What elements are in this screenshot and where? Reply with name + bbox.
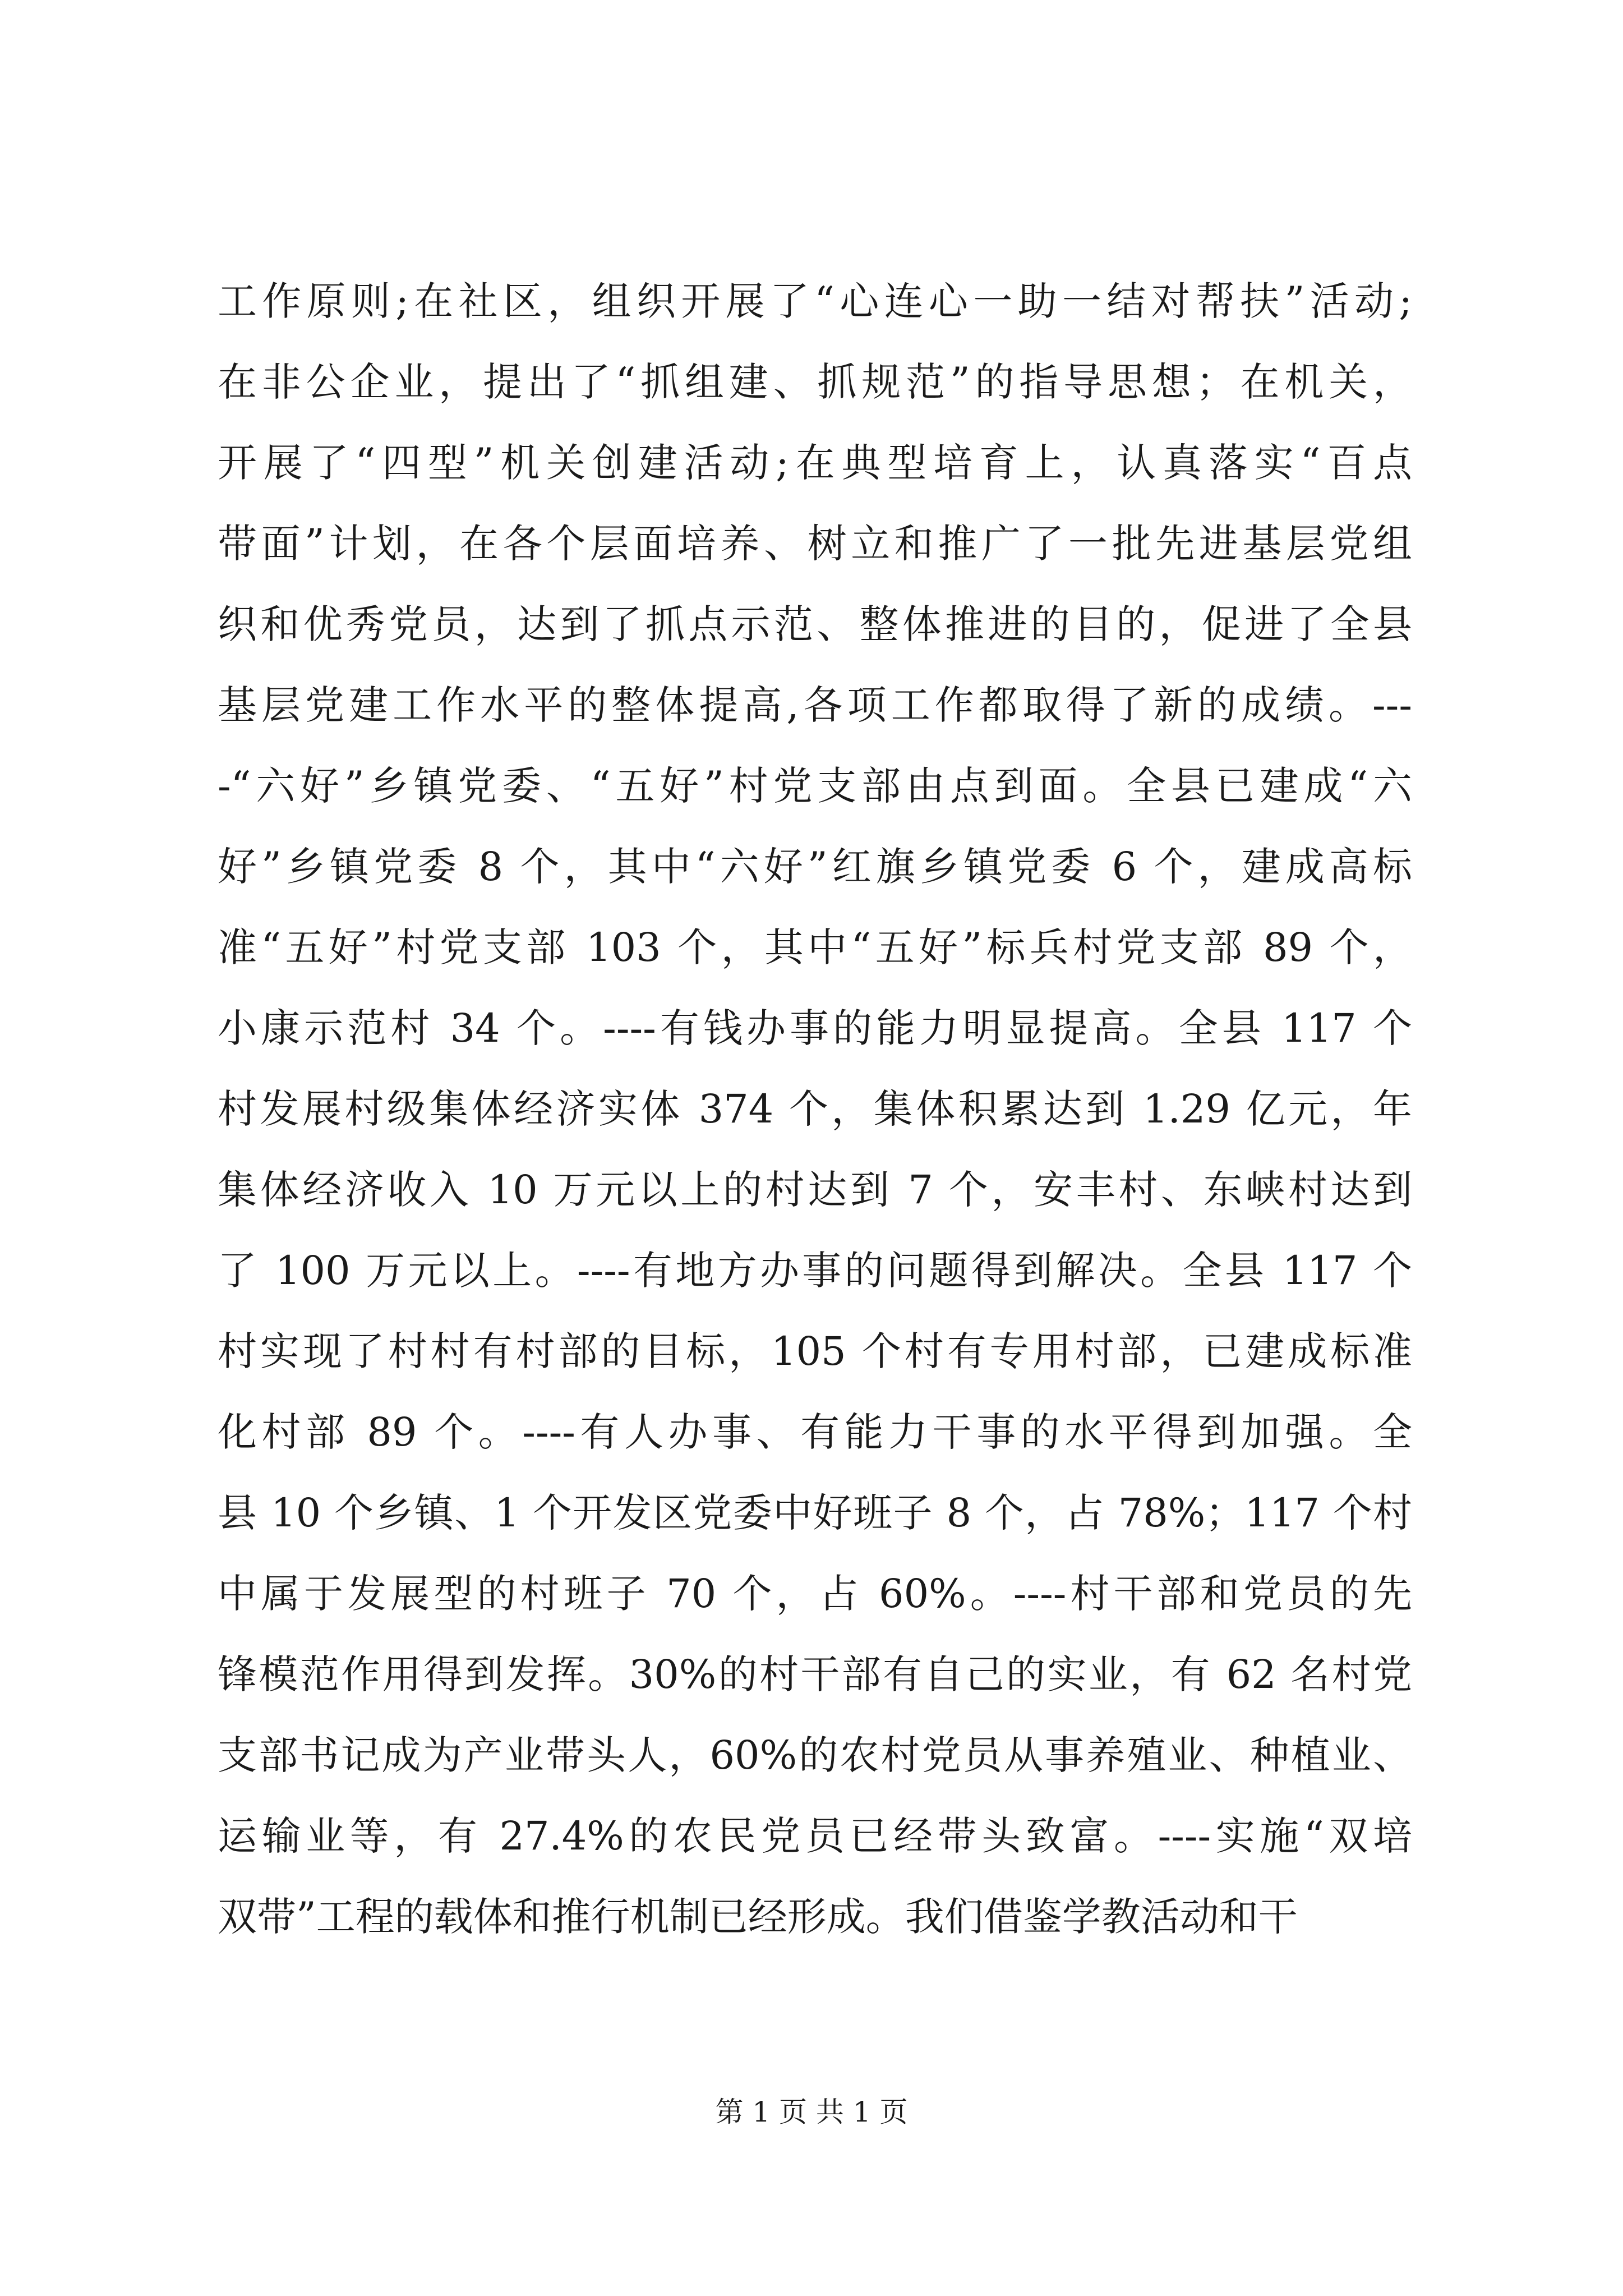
text-line: 小康示范村 34 个。----有钱办事的能力明显提高。全县 117 个	[218, 1005, 1412, 1051]
text-line: -“六好”乡镇党委、“五好”村党支部由点到面。全县已建成“六	[218, 763, 1412, 809]
text-line: 基层党建工作水平的整体提高,各项工作都取得了新的成绩。---	[218, 682, 1412, 728]
text-line: 村发展村级集体经济实体 374 个，集体积累达到 1.29 亿元，年	[218, 1086, 1412, 1132]
text-line: 工作原则;在社区，组织开展了“心连心一助一结对帮扶”活动;	[218, 278, 1412, 324]
text-line: 村实现了村村有村部的目标，105 个村有专用村部，已建成标准	[218, 1328, 1412, 1374]
text-line: 集体经济收入 10 万元以上的村达到 7 个，安丰村、东峡村达到	[218, 1167, 1412, 1213]
text-line: 化村部 89 个。----有人办事、有能力干事的水平得到加强。全	[218, 1409, 1412, 1455]
text-line: 织和优秀党员，达到了抓点示范、整体推进的目的，促进了全县	[218, 601, 1412, 647]
body-text	[218, 261, 1412, 1957]
text-line: 运输业等，有 27.4%的农民党员已经带头致富。----实施“双培	[218, 1813, 1412, 1859]
text-line: 在非公企业，提出了“抓组建、抓规范”的指导思想；在机关，	[218, 359, 1412, 405]
text-line: 中属于发展型的村班子 70 个，占 60%。----村干部和党员的先	[218, 1571, 1412, 1617]
text-line: 好”乡镇党委 8 个，其中“六好”红旗乡镇党委 6 个，建成高标	[218, 844, 1412, 890]
text-line: 开展了“四型”机关创建活动;在典型培育上，认真落实“百点	[218, 440, 1412, 486]
text-line: 锋模范作用得到发挥。30%的村干部有自己的实业，有 62 名村党	[218, 1651, 1412, 1697]
text-line: 支部书记成为产业带头人，60%的农村党员从事养殖业、种植业、	[218, 1732, 1412, 1778]
text-line: 双带”工程的载体和推行机制已经形成。我们借鉴学教活动和干	[218, 1894, 1298, 1940]
text-line: 县 10 个乡镇、1 个开发区党委中好班子 8 个，占 78%；117 个村	[218, 1490, 1412, 1536]
page-footer: 第 1 页 共 1 页	[715, 2096, 908, 2128]
text-line: 了 100 万元以上。----有地方办事的问题得到解决。全县 117 个	[218, 1248, 1412, 1294]
text-line: 带面”计划，在各个层面培养、树立和推广了一批先进基层党组	[218, 521, 1412, 567]
text-line: 准“五好”村党支部 103 个，其中“五好”标兵村党支部 89 个，	[218, 924, 1412, 970]
